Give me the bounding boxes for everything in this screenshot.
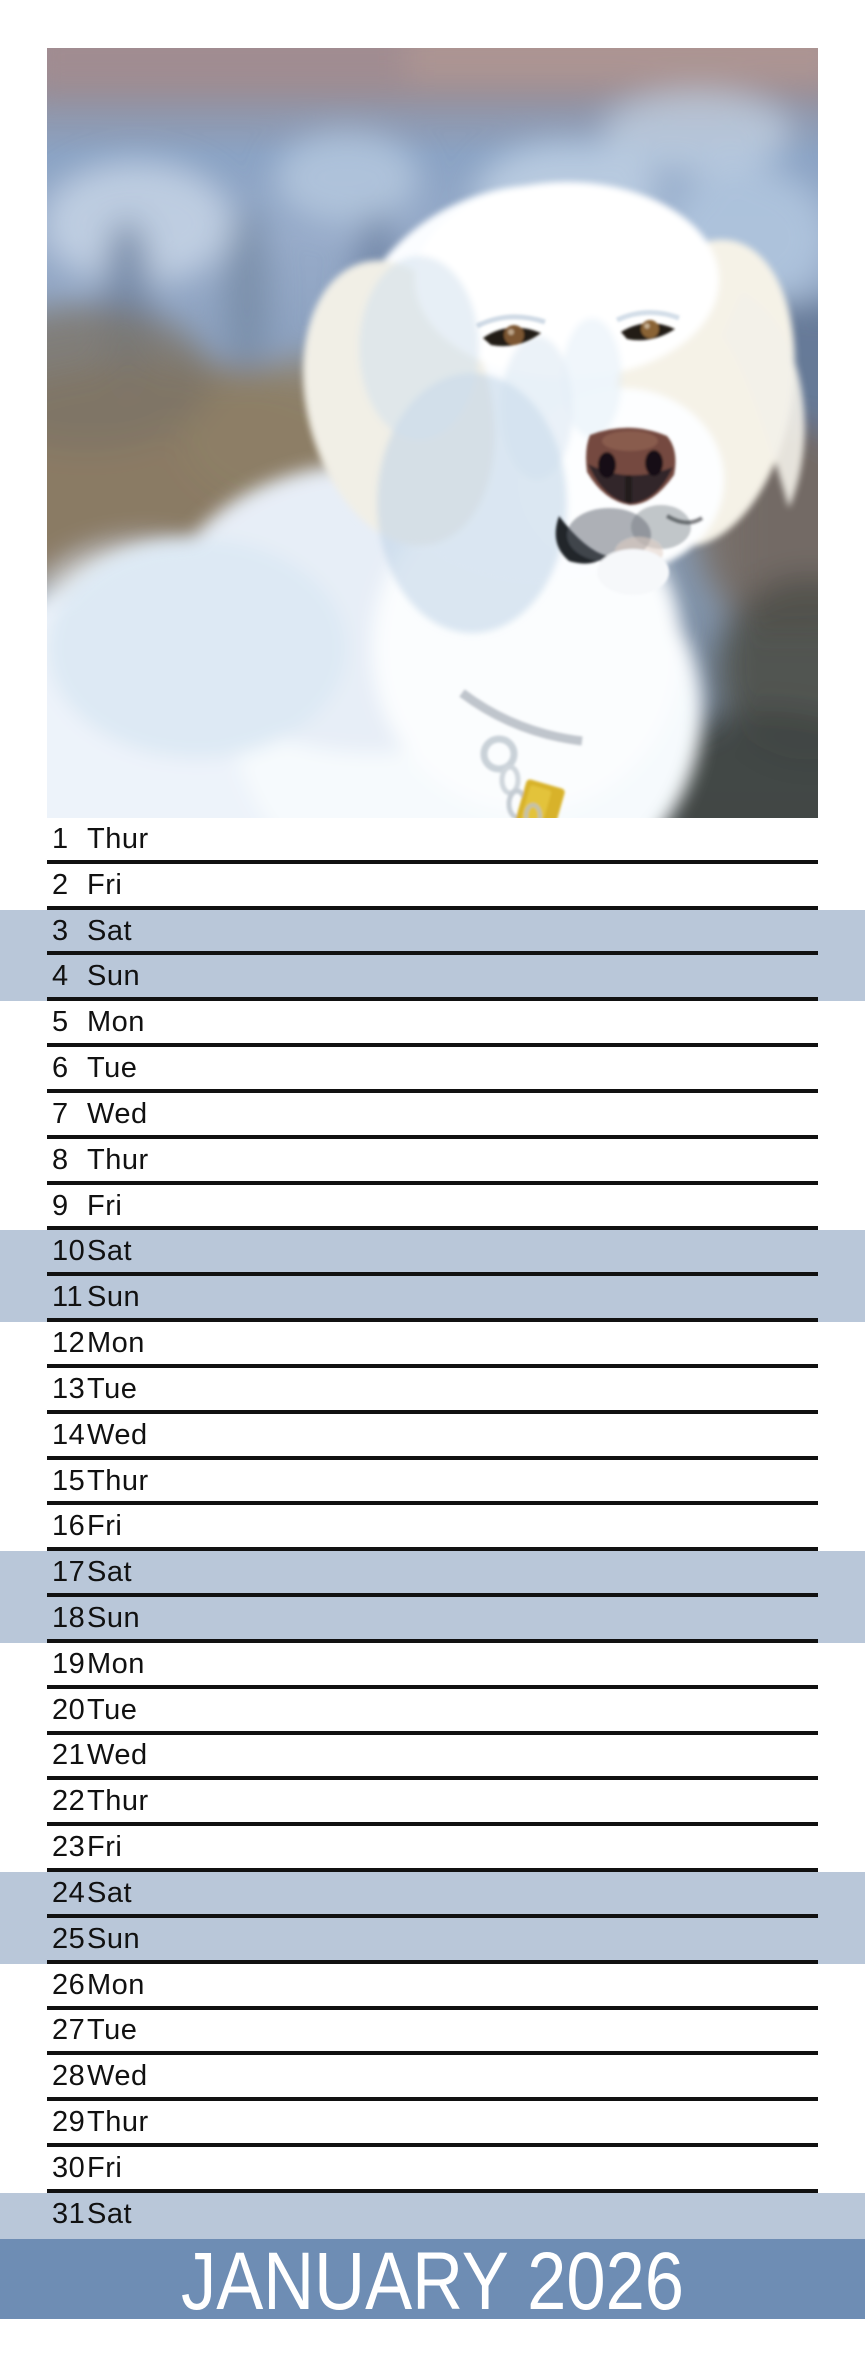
day-name: Tue	[87, 1372, 138, 1405]
day-number: 3	[52, 914, 69, 947]
calendar-day-row	[0, 1505, 865, 1551]
calendar-day-row	[0, 1826, 865, 1872]
calendar-day-row	[0, 2010, 865, 2056]
day-number: 2	[52, 868, 69, 901]
calendar-day-row	[0, 2147, 865, 2193]
calendar-day-row	[0, 1093, 865, 1139]
calendar-day-row	[0, 1001, 865, 1047]
day-name: Thur	[87, 1143, 149, 1176]
day-name: Thur	[87, 2106, 149, 2139]
day-name: Tue	[87, 1693, 138, 1726]
day-number: 23	[52, 1831, 86, 1864]
day-name: Fri	[87, 1510, 123, 1543]
day-name: Sun	[87, 1922, 141, 1955]
calendar-day-row	[0, 1414, 865, 1460]
day-name: Sat	[87, 914, 133, 947]
day-name: Fri	[87, 868, 123, 901]
day-number: 4	[52, 960, 69, 993]
calendar-day-row	[0, 1460, 865, 1506]
day-number: 12	[52, 1327, 86, 1360]
day-number: 10	[52, 1235, 86, 1268]
day-name: Sat	[87, 1235, 133, 1268]
day-number: 8	[52, 1143, 69, 1176]
calendar-day-row	[0, 1964, 865, 2010]
day-name: Wed	[87, 1418, 148, 1451]
day-rows	[0, 818, 865, 2239]
day-name: Thur	[87, 822, 149, 855]
day-name: Fri	[87, 1189, 123, 1222]
day-number: 29	[52, 2106, 86, 2139]
calendar-day-row	[0, 1047, 865, 1093]
calendar-day-row	[0, 1139, 865, 1185]
month-banner	[0, 2236, 865, 2327]
day-number: 24	[52, 1876, 86, 1909]
month-title: JANUARY 2026	[180, 2236, 685, 2327]
calendar-day-row	[0, 864, 865, 910]
calendar-day-row	[0, 955, 865, 1001]
calendar-day-row	[0, 1735, 865, 1781]
day-number: 15	[52, 1464, 86, 1497]
day-number: 30	[52, 2151, 86, 2184]
day-name: Mon	[87, 1647, 145, 1680]
day-number: 19	[52, 1647, 86, 1680]
day-name: Thur	[87, 1785, 149, 1818]
day-number: 31	[52, 2197, 86, 2230]
day-name: Tue	[87, 2014, 138, 2047]
calendar-day-row	[0, 1597, 865, 1643]
calendar-day-row	[0, 1872, 865, 1918]
day-name: Wed	[87, 1097, 148, 1130]
day-number: 1	[52, 822, 69, 855]
day-name: Wed	[87, 1739, 148, 1772]
day-number: 27	[52, 2014, 86, 2047]
day-name: Mon	[87, 1006, 145, 1039]
day-number: 26	[52, 1968, 86, 2001]
day-number: 25	[52, 1922, 86, 1955]
month-photo	[47, 48, 818, 818]
day-number: 13	[52, 1372, 86, 1405]
day-number: 17	[52, 1556, 86, 1589]
day-name: Fri	[87, 2151, 123, 2184]
day-number: 21	[52, 1739, 86, 1772]
day-number: 18	[52, 1601, 86, 1634]
calendar-day-row	[0, 910, 865, 956]
calendar-day-row	[0, 1368, 865, 1414]
day-name: Tue	[87, 1052, 138, 1085]
calendar-day-row	[0, 2101, 865, 2147]
calendar-day-row	[0, 818, 865, 864]
day-number: 20	[52, 1693, 86, 1726]
calendar-day-row	[0, 1551, 865, 1597]
day-name: Mon	[87, 1327, 145, 1360]
calendar-day-row	[0, 1689, 865, 1735]
day-name: Sun	[87, 1601, 141, 1634]
day-name: Wed	[87, 2060, 148, 2093]
day-name: Sun	[87, 1281, 141, 1314]
day-name: Sun	[87, 960, 141, 993]
day-name: Thur	[87, 1464, 149, 1497]
calendar-day-row	[0, 1276, 865, 1322]
day-number: 11	[52, 1281, 84, 1314]
day-number: 5	[52, 1006, 69, 1039]
day-number: 9	[52, 1189, 69, 1222]
calendar-day-row	[0, 1643, 865, 1689]
day-number: 16	[52, 1510, 86, 1543]
calendar-day-row	[0, 1185, 865, 1231]
calendar-day-row	[0, 1230, 865, 1276]
calendar-day-row	[0, 1322, 865, 1368]
day-number: 22	[52, 1785, 86, 1818]
day-name: Sat	[87, 1556, 133, 1589]
calendar-day-row	[0, 2193, 865, 2239]
day-number: 7	[52, 1097, 69, 1130]
day-number: 6	[52, 1052, 69, 1085]
day-number: 14	[52, 1418, 86, 1451]
day-name: Mon	[87, 1968, 145, 2001]
dog-photo-illustration	[47, 48, 818, 818]
day-name: Fri	[87, 1831, 123, 1864]
day-number: 28	[52, 2060, 86, 2093]
calendar-day-row	[0, 1918, 865, 1964]
day-name: Sat	[87, 1876, 133, 1909]
day-name: Sat	[87, 2197, 133, 2230]
calendar-day-row	[0, 2055, 865, 2101]
calendar-day-row	[0, 1780, 865, 1826]
